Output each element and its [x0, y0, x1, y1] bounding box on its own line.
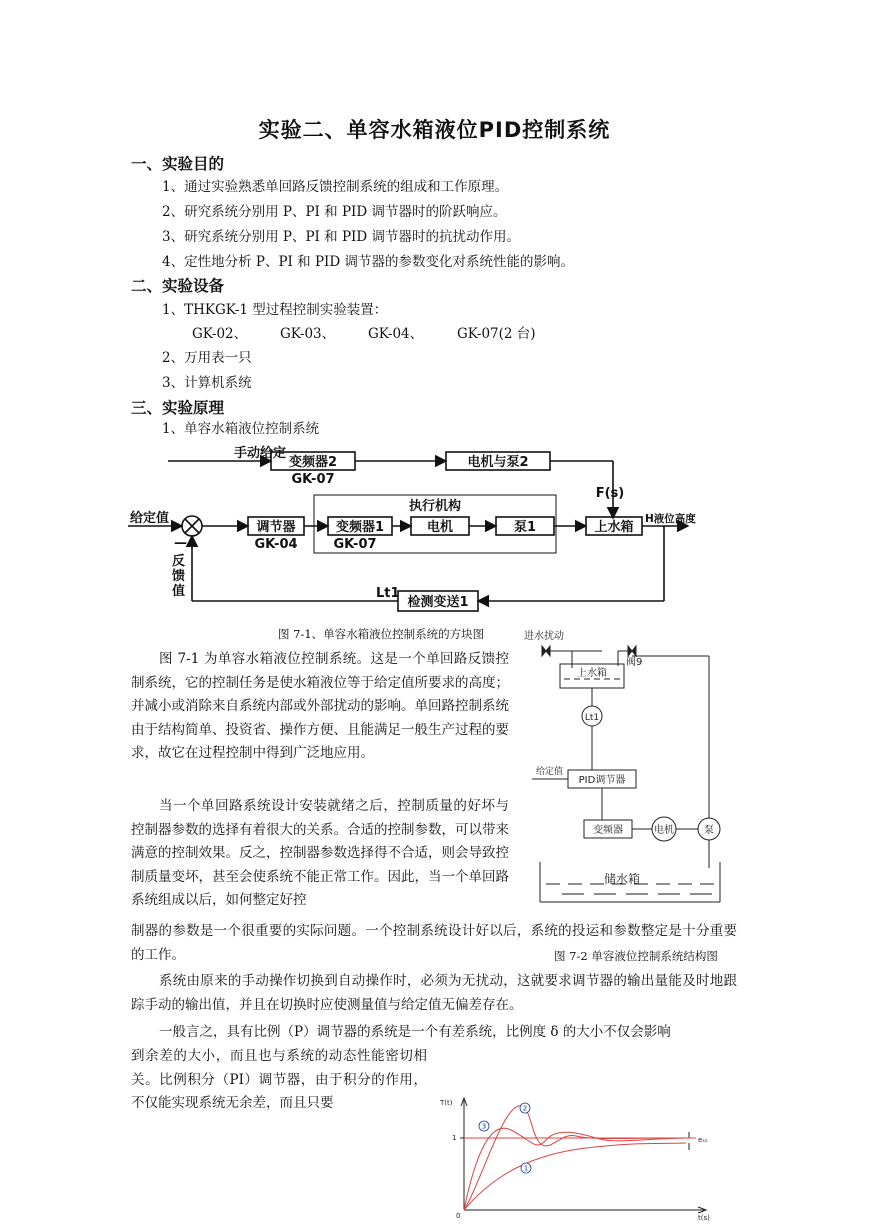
paragraph-2a: 当一个单回路系统设计安装就绪之后，控制质量的好坏与控制器参数的选择有着很大的关系。合适的控制参数，可以带来满意的控制效果。反之，控制器参数选择得不合适，则会导致控制质量变坏，甚至会使系统不能正常工作。因此，当一个单回路系统组成以后，如何整定好控	[131, 798, 509, 908]
upper-tank-label: 上水箱	[577, 668, 607, 679]
curve-pid	[464, 1106, 686, 1210]
origin-label: 0	[456, 1212, 461, 1220]
x-axis-label: t(s)	[698, 1214, 710, 1222]
minus-sign: —	[174, 536, 187, 551]
gk07-label: GK-07	[333, 537, 377, 552]
output-label: H液位高度	[645, 513, 696, 525]
objective-item: 4、定性地分析 P、PI 和 PID 调节器的参数变化对系统性能的影响。	[162, 254, 574, 270]
ess-label: eₛₛ	[698, 1136, 708, 1144]
fs-label: F(s)	[595, 486, 625, 501]
pump-label: 泵	[704, 825, 714, 836]
marker-3-label: 3	[481, 1122, 487, 1131]
manual-setpoint-label: 手动给定	[234, 446, 287, 461]
marker-1-label: 1	[523, 1164, 529, 1173]
section-heading-equipment: 二、实验设备	[131, 277, 225, 295]
actuator-label: 执行机构	[408, 499, 462, 514]
paragraph-2b: 制器的参数是一个很重要的实际问题。一个控制系统设计好以后，系统的投运和参数整定是十分重要的工作。	[131, 923, 737, 963]
equipment-item: 1、THKGK-1 型过程控制实验装置：	[162, 302, 388, 318]
paragraph-4a: 一般言之，具有比例（P）调节器的系统是一个有差系统，比例度 δ 的大小不仅会影响	[159, 1024, 671, 1040]
motor-label: 电机	[654, 825, 674, 836]
disturb-label: 进水扰动	[524, 631, 564, 642]
valve-label: 阀9	[626, 657, 643, 668]
transmitter-label: 检测变送1	[407, 595, 469, 610]
upper-tank-label: 上水箱	[594, 520, 634, 535]
module-label: GK-02、	[192, 326, 248, 342]
figure-caption-7-1: 图 7-1、单容水箱液位控制系统的方块图	[278, 627, 485, 641]
objective-item: 1、通过实验熟悉单回路反馈控制系统的组成和工作原理。	[162, 179, 509, 195]
objective-item: 3、研究系统分别用 P、PI 和 PID 调节器时的抗扰动作用。	[162, 229, 520, 245]
setpoint-label: 给定值	[130, 511, 170, 526]
equipment-item: 2、万用表一只	[162, 350, 252, 366]
pid-label: PID调节器	[578, 775, 626, 786]
equipment-item: 3、计算机系统	[162, 375, 252, 391]
pump1-label: 泵1	[513, 520, 537, 535]
page-title: 实验二、单容水箱液位PID控制系统	[258, 118, 611, 142]
module-label: GK-07(2 台)	[457, 326, 536, 342]
curve-pi	[464, 1128, 686, 1210]
setpoint-label: 给定值	[536, 767, 564, 777]
y-one-label: 1	[452, 1134, 457, 1142]
curve-p	[464, 1143, 686, 1210]
feedback-char: 值	[172, 584, 186, 599]
lt1-label: Lt1	[584, 713, 600, 723]
section-heading-principle: 三、实验原理	[131, 399, 225, 417]
figure-caption-7-2: 图 7-2 单容液位控制系统结构图	[554, 949, 718, 963]
paragraph-4b: 到余差的大小，而且也与系统的动态性能密切相关。比例积分（PI）调节器，由于积分的作用，不仅能实现系统无余差，而且只要	[131, 1048, 427, 1111]
gk04-label: GK-04	[254, 537, 298, 552]
module-label: GK-03、	[280, 326, 336, 342]
inverter1-label: 变频器1	[335, 520, 385, 535]
paragraph-3: 系统由原来的手动操作切换到自动操作时，必须为无扰动，这就要求调节器的输出量能及时地跟踪手动的输出值，并且在切换时应使测量值与给定值无偏差存在。	[131, 973, 737, 1013]
y-axis-label: T(t)	[440, 1099, 453, 1107]
structure-diagram	[522, 626, 737, 908]
inverter-label: 变频器	[593, 825, 623, 836]
block-diagram	[128, 440, 703, 615]
marker-2-label: 2	[522, 1104, 528, 1113]
motor-label: 电机	[426, 520, 454, 535]
inverter2-label: 变频器2	[288, 455, 338, 470]
feedback-char: 反	[172, 554, 186, 569]
feedback-char: 馈	[172, 569, 186, 584]
storage-label: 储水箱	[603, 872, 641, 886]
paragraph-1: 图 7-1 为单容水箱液位控制系统。这是一个单回路反馈控制系统，它的控制任务是使水箱液位等于给定值所要求的高度；并减小或消除来自系统内部或外部扰动的影响。单回路控制系统由于结构简单、投资省、操作方便、且能满足一般生产过程的要求，故它在过程控制中得到广泛地应用。	[131, 651, 509, 761]
module-label: GK-04、	[368, 326, 424, 342]
objective-item: 2、研究系统分别用 P、PI 和 PID 调节器时的阶跃响应。	[162, 204, 507, 220]
gk07-top-label: GK-07	[291, 472, 335, 487]
lt1-label: Lt1	[376, 586, 400, 601]
motor-pump2-label: 电机与泵2	[467, 455, 529, 470]
step-response-graph	[436, 1092, 726, 1226]
regulator-label: 调节器	[256, 520, 296, 535]
section-heading-objectives: 一、实验目的	[131, 155, 225, 173]
principle-subheading: 1、单容水箱液位控制系统	[162, 421, 320, 437]
